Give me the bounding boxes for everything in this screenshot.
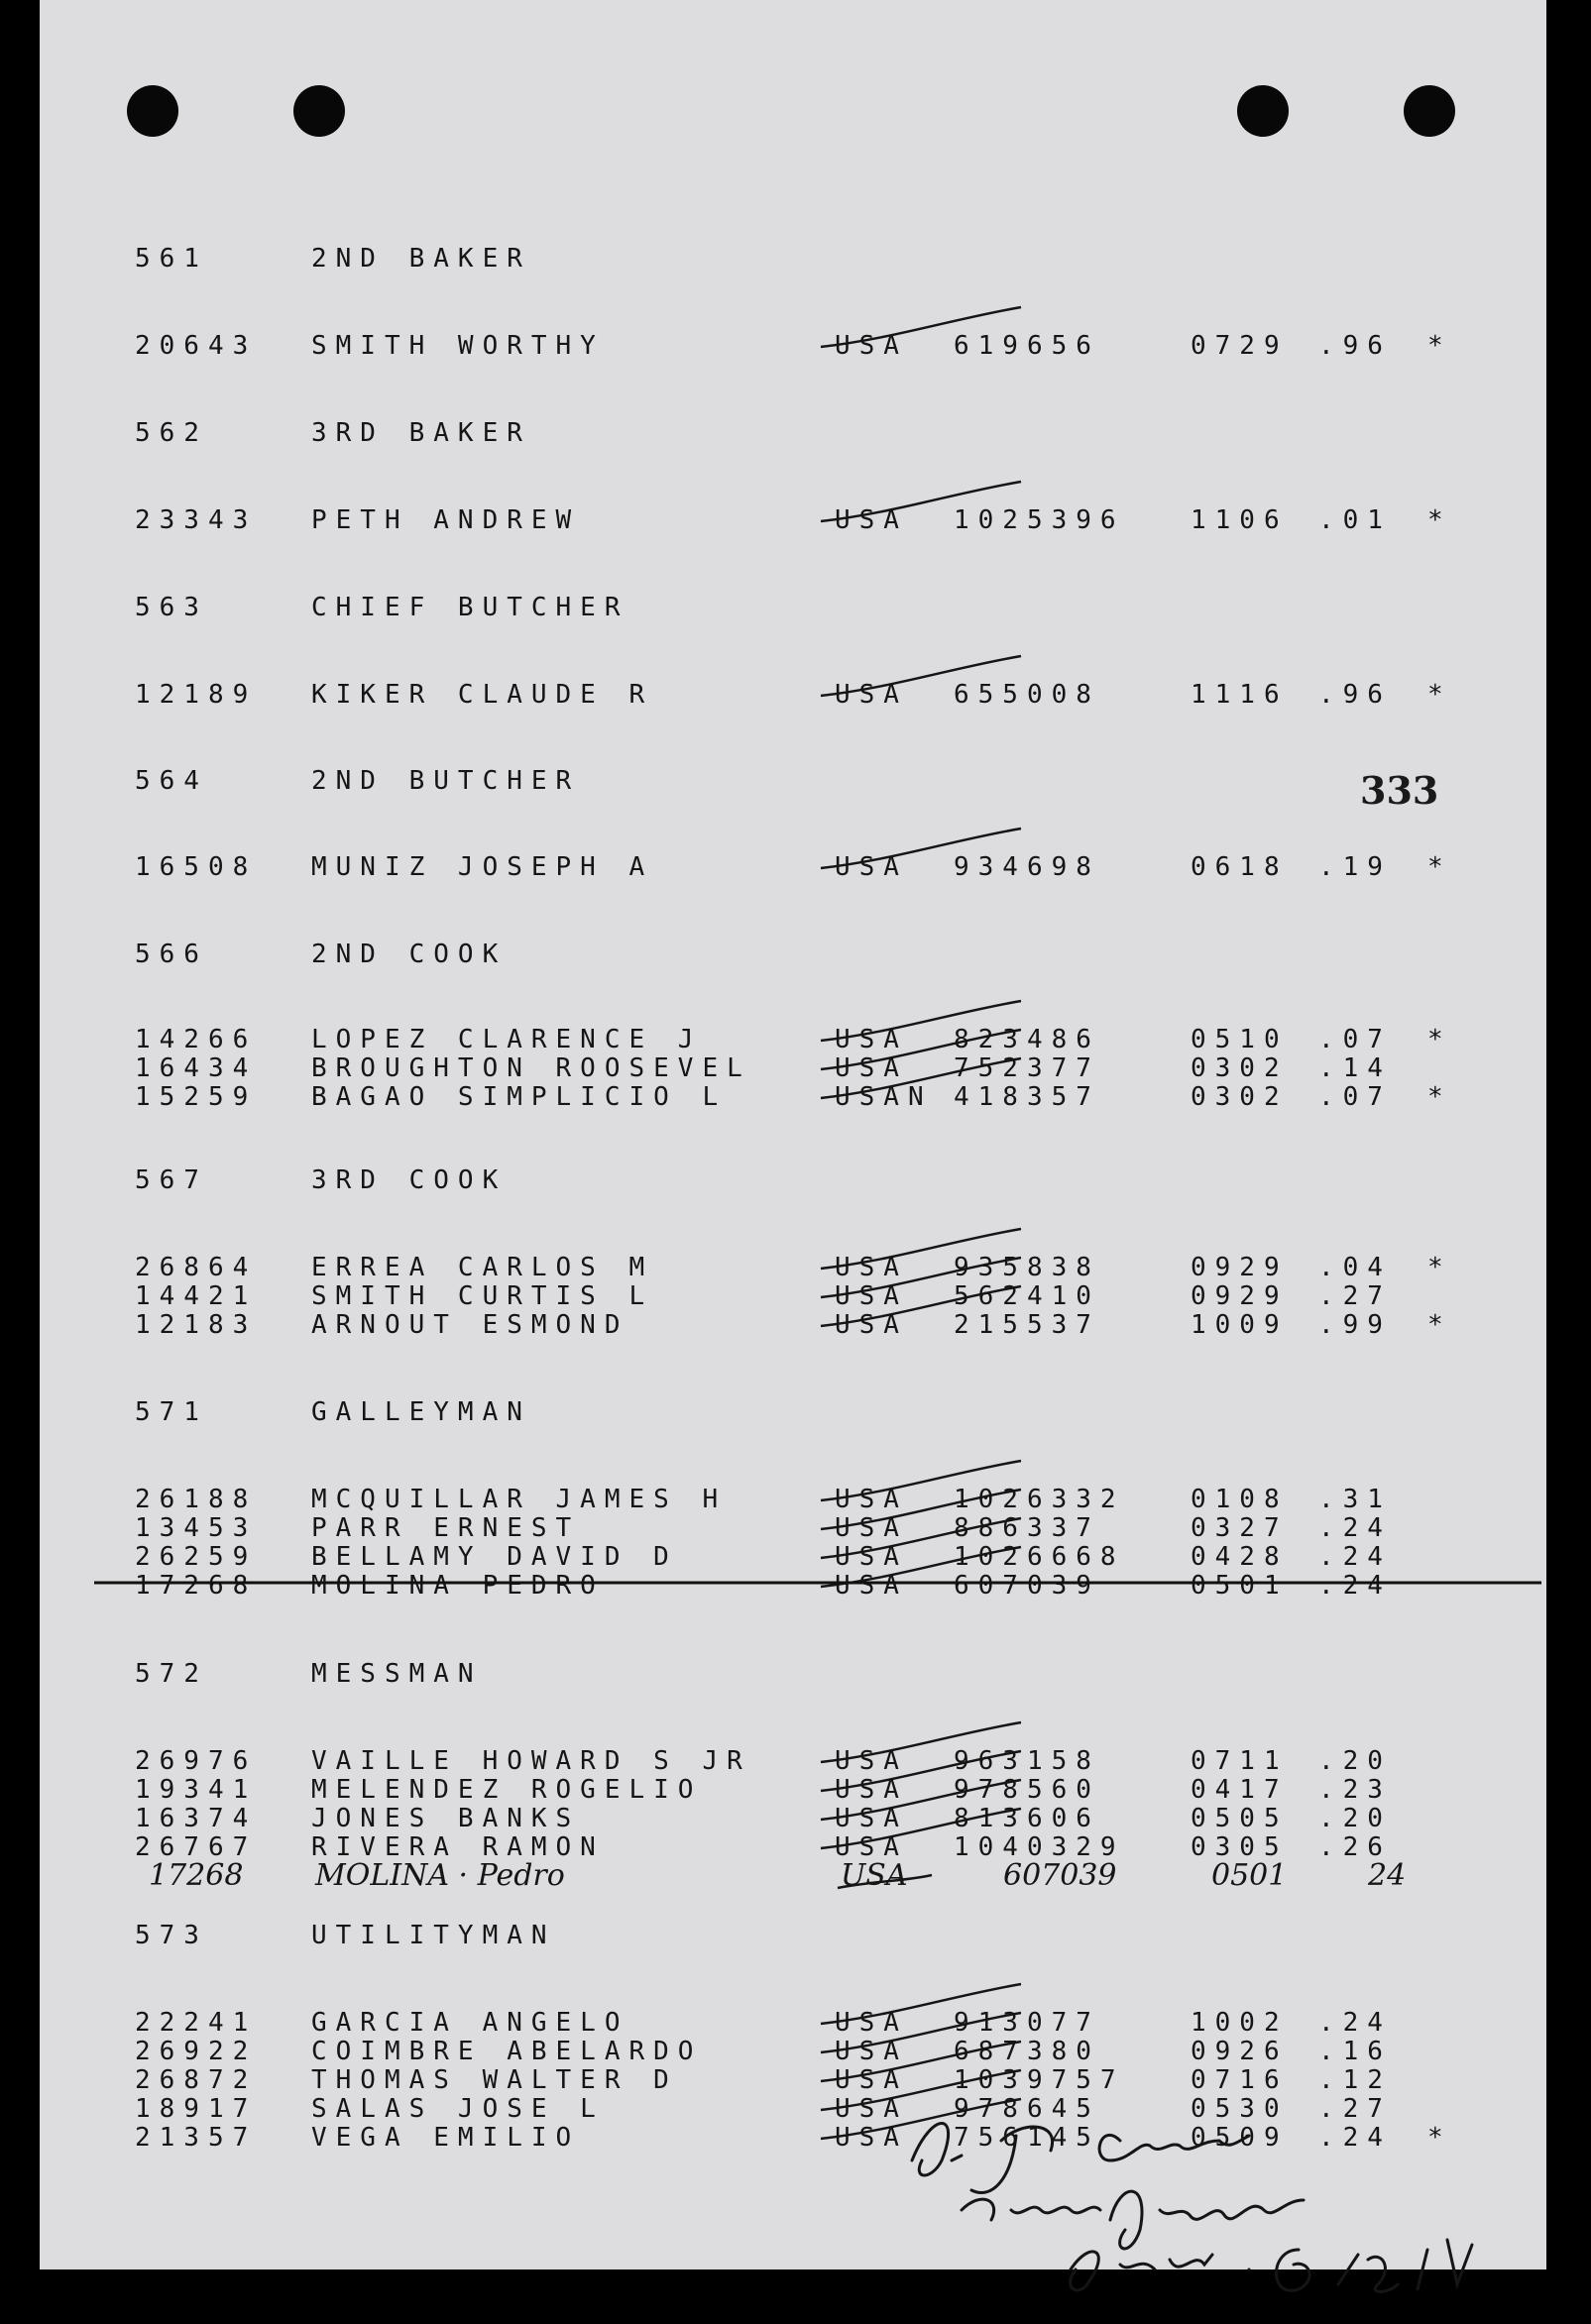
date-code: 0929 xyxy=(1191,1253,1289,1282)
crew-name: MUNIZ JOSEPH A xyxy=(311,852,654,882)
rating-code: 567 xyxy=(135,1165,208,1195)
amount: .19 xyxy=(1318,852,1392,882)
rating-code: 561 xyxy=(135,244,208,274)
serial-number: 687380 xyxy=(954,2037,1100,2066)
crew-name: SMITH CURTIS L xyxy=(311,1281,654,1311)
serial-number: 978560 xyxy=(954,1775,1100,1805)
amount: .14 xyxy=(1318,1053,1392,1083)
nationality: USA xyxy=(835,1832,908,1862)
serial-number: 978645 xyxy=(954,2094,1100,2124)
amount: .24 xyxy=(1318,2008,1392,2038)
date-code: 0926 xyxy=(1191,2037,1289,2066)
amount: .07 xyxy=(1318,1025,1392,1054)
nationality: USA xyxy=(835,852,908,882)
rating-code: 573 xyxy=(135,1921,208,1950)
serial-number: 963158 xyxy=(954,1746,1100,1776)
crew-name: LOPEZ CLARENCE J xyxy=(311,1025,703,1054)
date-code: 0729 xyxy=(1191,331,1289,361)
crew-name: ARNOUT ESMOND xyxy=(311,1310,629,1340)
nationality: USA xyxy=(835,2065,908,2095)
asterisk-mark: * xyxy=(1427,1253,1452,1282)
rating-title: 2ND BUTCHER xyxy=(311,766,581,796)
crew-name: BROUGHTON ROOSEVEL xyxy=(311,1053,751,1083)
rating-title: GALLEYMAN xyxy=(311,1397,531,1427)
crew-name: PETH ANDREW xyxy=(311,505,581,535)
serial-number: 756145 xyxy=(954,2123,1100,2153)
serial-number: 215537 xyxy=(954,1310,1100,1340)
serial-number: 418357 xyxy=(954,1082,1100,1112)
row-number: 20643 xyxy=(135,331,258,361)
date-code: 0327 xyxy=(1191,1513,1289,1543)
crew-name: RIVERA RAMON xyxy=(311,1832,605,1862)
rating-code: 563 xyxy=(135,593,208,622)
amount: .99 xyxy=(1318,1310,1392,1340)
amount: .27 xyxy=(1318,1281,1392,1311)
date-code: 1009 xyxy=(1191,1310,1289,1340)
nationality: USA xyxy=(835,331,908,361)
handwritten-num: 17268 xyxy=(149,1858,244,1893)
serial-number: 562410 xyxy=(954,1281,1100,1311)
amount: .04 xyxy=(1318,1253,1392,1282)
crew-name: GARCIA ANGELO xyxy=(311,2008,629,2038)
row-number: 14421 xyxy=(135,1281,258,1311)
crew-name: MOLINA PEDRO xyxy=(311,1571,605,1601)
date-code: 0530 xyxy=(1191,2094,1289,2124)
date-code: 0929 xyxy=(1191,1281,1289,1311)
amount: .96 xyxy=(1318,331,1392,361)
date-code: 0302 xyxy=(1191,1082,1289,1112)
row-number: 18917 xyxy=(135,2094,258,2124)
nationality: USA xyxy=(835,1746,908,1776)
crew-name: COIMBRE ABELARDO xyxy=(311,2037,703,2066)
amount: .01 xyxy=(1318,505,1392,535)
amount: .27 xyxy=(1318,2094,1392,2124)
date-code: 0501 xyxy=(1191,1571,1289,1601)
date-code: 0509 xyxy=(1191,2123,1289,2153)
row-number: 17268 xyxy=(135,1571,258,1601)
asterisk-mark: * xyxy=(1427,331,1452,361)
row-number: 19341 xyxy=(135,1775,258,1805)
rating-title: MESSMAN xyxy=(311,1659,483,1689)
asterisk-mark: * xyxy=(1427,2123,1452,2153)
date-code: 1002 xyxy=(1191,2008,1289,2038)
date-code: 0428 xyxy=(1191,1542,1289,1572)
date-code: 0108 xyxy=(1191,1485,1289,1514)
serial-number: 913077 xyxy=(954,2008,1100,2038)
date-code: 0618 xyxy=(1191,852,1289,882)
punch-hole xyxy=(1404,85,1455,137)
nationality: USA xyxy=(835,680,908,710)
rating-code: 572 xyxy=(135,1659,208,1689)
handwritten-serial: 607039 xyxy=(1003,1858,1117,1893)
row-number: 26188 xyxy=(135,1485,258,1514)
serial-number: 813606 xyxy=(954,1804,1100,1833)
nationality: USA xyxy=(835,1053,908,1083)
crew-name: MCQUILLAR JAMES H xyxy=(311,1485,728,1514)
asterisk-mark: * xyxy=(1427,1082,1452,1112)
handwritten-name: MOLINA · Pedro xyxy=(315,1858,565,1893)
crew-name: SALAS JOSE L xyxy=(311,2094,605,2124)
crew-name: SMITH WORTHY xyxy=(311,331,605,361)
nationality: USA xyxy=(835,505,908,535)
rating-title: CHIEF BUTCHER xyxy=(311,593,629,622)
amount: .24 xyxy=(1318,2123,1392,2153)
asterisk-mark: * xyxy=(1427,852,1452,882)
crew-name: BELLAMY DAVID D xyxy=(311,1542,678,1572)
punch-hole xyxy=(127,85,178,137)
amount: .07 xyxy=(1318,1082,1392,1112)
serial-number: 1026332 xyxy=(954,1485,1125,1514)
date-code: 0716 xyxy=(1191,2065,1289,2095)
serial-number: 655008 xyxy=(954,680,1100,710)
nationality: USA xyxy=(835,1513,908,1543)
row-number: 26767 xyxy=(135,1832,258,1862)
crew-name: THOMAS WALTER D xyxy=(311,2065,678,2095)
crew-name: JONES BANKS xyxy=(311,1804,581,1833)
amount: .20 xyxy=(1318,1804,1392,1833)
row-number: 26864 xyxy=(135,1253,258,1282)
serial-number: 934698 xyxy=(954,852,1100,882)
date-code: 1116 xyxy=(1191,680,1289,710)
date-code: 0302 xyxy=(1191,1053,1289,1083)
serial-number: 607039 xyxy=(954,1571,1100,1601)
nationality: USA xyxy=(835,1775,908,1805)
amount: .24 xyxy=(1318,1571,1392,1601)
serial-number: 1039757 xyxy=(954,2065,1125,2095)
amount: .96 xyxy=(1318,680,1392,710)
amount: .26 xyxy=(1318,1832,1392,1862)
nationality: USA xyxy=(835,2008,908,2038)
asterisk-mark: * xyxy=(1427,1025,1452,1054)
amount: .20 xyxy=(1318,1746,1392,1776)
nationality: USA xyxy=(835,1542,908,1572)
serial-number: 1026668 xyxy=(954,1542,1125,1572)
nationality: USA xyxy=(835,1485,908,1514)
row-number: 26872 xyxy=(135,2065,258,2095)
crew-name: BAGAO SIMPLICIO L xyxy=(311,1082,728,1112)
row-number: 26259 xyxy=(135,1542,258,1572)
date-code: 0417 xyxy=(1191,1775,1289,1805)
row-number: 16434 xyxy=(135,1053,258,1083)
nationality: USAN xyxy=(835,1082,933,1112)
crew-name: ERREA CARLOS M xyxy=(311,1253,654,1282)
row-number: 22241 xyxy=(135,2008,258,2038)
asterisk-mark: * xyxy=(1427,505,1452,535)
date-code: 0305 xyxy=(1191,1832,1289,1862)
row-number: 26922 xyxy=(135,2037,258,2066)
nationality: USA xyxy=(835,2094,908,2124)
crew-name: VAILLE HOWARD S JR xyxy=(311,1746,751,1776)
asterisk-mark: * xyxy=(1427,1310,1452,1340)
rating-title: 3RD COOK xyxy=(311,1165,508,1195)
amount: .24 xyxy=(1318,1542,1392,1572)
inspector-signature xyxy=(892,2101,1546,2319)
date-code: 0505 xyxy=(1191,1804,1289,1833)
nationality: USA xyxy=(835,1025,908,1054)
crew-name: VEGA EMILIO xyxy=(311,2123,581,2153)
row-number: 13453 xyxy=(135,1513,258,1543)
rating-title: 2ND BAKER xyxy=(311,244,531,274)
serial-number: 752377 xyxy=(954,1053,1100,1083)
serial-number: 1025396 xyxy=(954,505,1125,535)
nationality: USA xyxy=(835,2037,908,2066)
row-number: 12183 xyxy=(135,1310,258,1340)
nationality: USA xyxy=(835,1281,908,1311)
nationality: USA xyxy=(835,1804,908,1833)
row-number: 16374 xyxy=(135,1804,258,1833)
crew-name: KIKER CLAUDE R xyxy=(311,680,654,710)
asterisk-mark: * xyxy=(1427,680,1452,710)
punch-hole xyxy=(293,85,345,137)
serial-number: 823486 xyxy=(954,1025,1100,1054)
date-code: 0711 xyxy=(1191,1746,1289,1776)
handwritten-usa: USA xyxy=(841,1858,908,1893)
handwritten-amount: 24 xyxy=(1368,1858,1407,1893)
row-number: 21357 xyxy=(135,2123,258,2153)
row-number: 26976 xyxy=(135,1746,258,1776)
row-number: 16508 xyxy=(135,852,258,882)
amount: .12 xyxy=(1318,2065,1392,2095)
handwritten-date: 0501 xyxy=(1211,1858,1288,1893)
row-number: 12189 xyxy=(135,680,258,710)
page-number: 333 xyxy=(1360,768,1439,813)
row-number: 23343 xyxy=(135,505,258,535)
row-number: 14266 xyxy=(135,1025,258,1054)
rating-code: 562 xyxy=(135,418,208,448)
amount: .23 xyxy=(1318,1775,1392,1805)
nationality: USA xyxy=(835,1253,908,1282)
rating-code: 564 xyxy=(135,766,208,796)
rating-code: 566 xyxy=(135,940,208,969)
nationality: USA xyxy=(835,1571,908,1601)
punch-hole xyxy=(1237,85,1289,137)
serial-number: 1040329 xyxy=(954,1832,1125,1862)
rating-code: 571 xyxy=(135,1397,208,1427)
row-number: 15259 xyxy=(135,1082,258,1112)
serial-number: 886337 xyxy=(954,1513,1100,1543)
date-code: 1106 xyxy=(1191,505,1289,535)
nationality: USA xyxy=(835,2123,908,2153)
crew-name: MELENDEZ ROGELIO xyxy=(311,1775,703,1805)
crew-name: PARR ERNEST xyxy=(311,1513,581,1543)
serial-number: 935838 xyxy=(954,1253,1100,1282)
amount: .16 xyxy=(1318,2037,1392,2066)
rating-title: UTILITYMAN xyxy=(311,1921,556,1950)
serial-number: 619656 xyxy=(954,331,1100,361)
amount: .24 xyxy=(1318,1513,1392,1543)
rating-title: 2ND COOK xyxy=(311,940,508,969)
nationality: USA xyxy=(835,1310,908,1340)
date-code: 0510 xyxy=(1191,1025,1289,1054)
amount: .31 xyxy=(1318,1485,1392,1514)
rating-title: 3RD BAKER xyxy=(311,418,531,448)
